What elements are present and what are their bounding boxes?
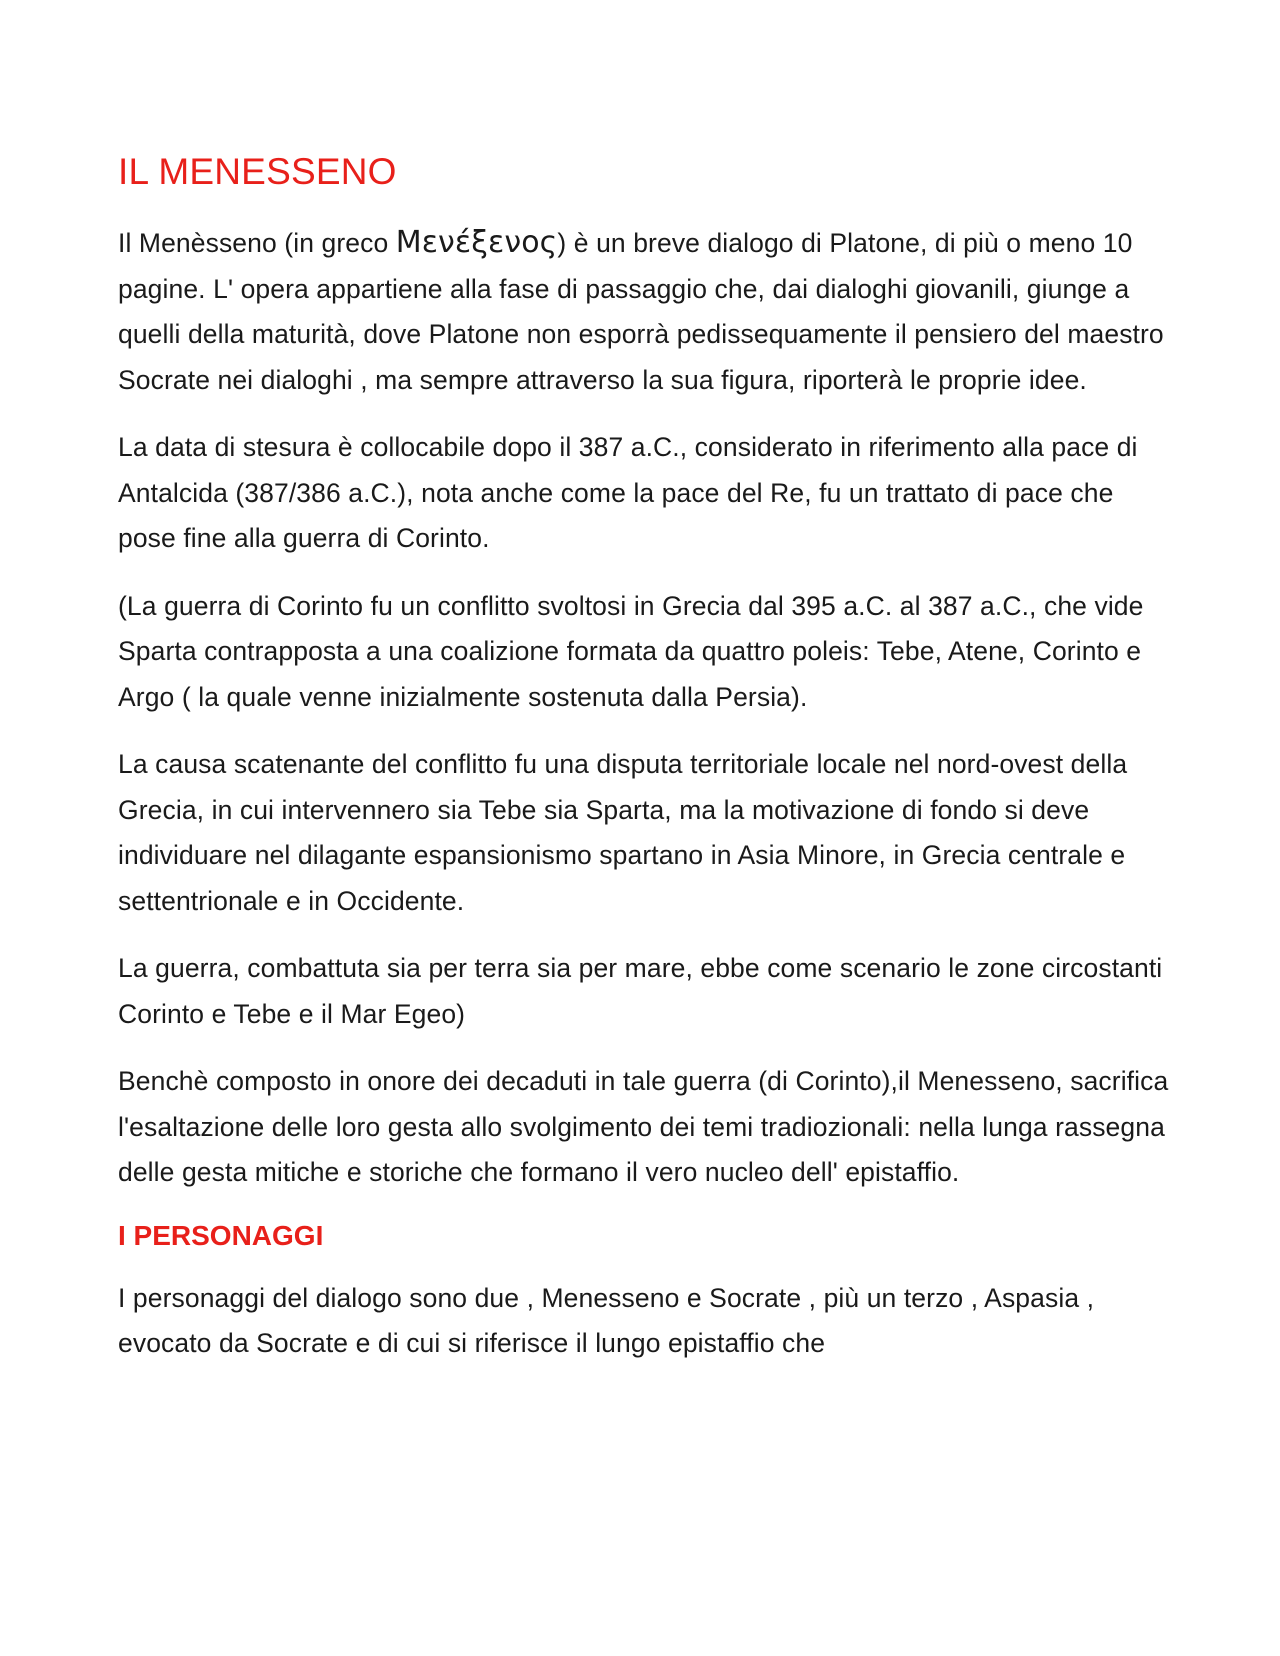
paragraph-personaggi: I personaggi del dialogo sono due , Menesseno e Socrate , più un terzo , Aspasia , evocato da Socrate e di cui si riferisce il lungo epistaffio che [118,1282,1095,1358]
paragraph-date: La data di stesura è collocabile dopo il 387 a.C., considerato in riferimento alla pace di Antalcida (387/386 a.C.), nota anche come la pace del Re, fu un trattato di pace che pose fine alla guerra di Corinto. [118,432,1138,553]
paragraph-corinthian-war: (La guerra di Corinto fu un conflitto svoltosi in Grecia dal 395 a.C. al 387 a.C., che vide Sparta contrapposta a una coalizione formata da quattro poleis: Tebe, Atene, Corinto e Argo ( la quale venne inizialmente sostenuta dalla Persia). [118,590,1144,712]
greek-title: Μενέξενος [395,225,558,260]
intro-text-before: Il Menèsseno (in greco [118,228,396,258]
intro-text-after: ) è un breve dialogo di Platone, di più o meno 10 pagine. L' opera appartiene alla fase di passaggio che, dai dialoghi giovanili, giunge a quelli della maturità, dove Platone non esporrà pedissequamente il pensiero del maestro Socrate nei dialoghi , ma sempre attraverso la sua figura, riporterà le proprie idee. [118,228,1164,395]
intro-paragraph [118,220,1178,403]
paragraph-cause: La causa scatenante del conflitto fu una disputa territoriale locale nel nord-ovest della Grecia, in cui intervennero sia Tebe sia Sparta, ma la motivazione di fondo si deve individuare nel dilagante espansionismo spartano in Asia Minore, in Grecia centrale e settentrionale e in Occidente. [118,749,1128,916]
paragraph-war-scenario: La guerra, combattuta sia per terra sia per mare, ebbe come scenario le zone circostanti Corinto e Tebe e il Mar Egeo) [118,953,1163,1029]
page-title: IL MENESSENO [118,151,397,192]
document-page [118,150,1178,1389]
paragraph-composition: Benchè composto in onore dei decaduti in tale guerra (di Corinto),il Menesseno, sacrifica l'esaltazione delle loro gesta allo svolgimento dei temi tradiozionali: nella lunga rassegna delle gesta mitiche e storiche che formano il vero nucleo dell' epistaffio. [118,1066,1169,1187]
section-heading-personaggi: I PERSONAGGI [118,1219,324,1251]
